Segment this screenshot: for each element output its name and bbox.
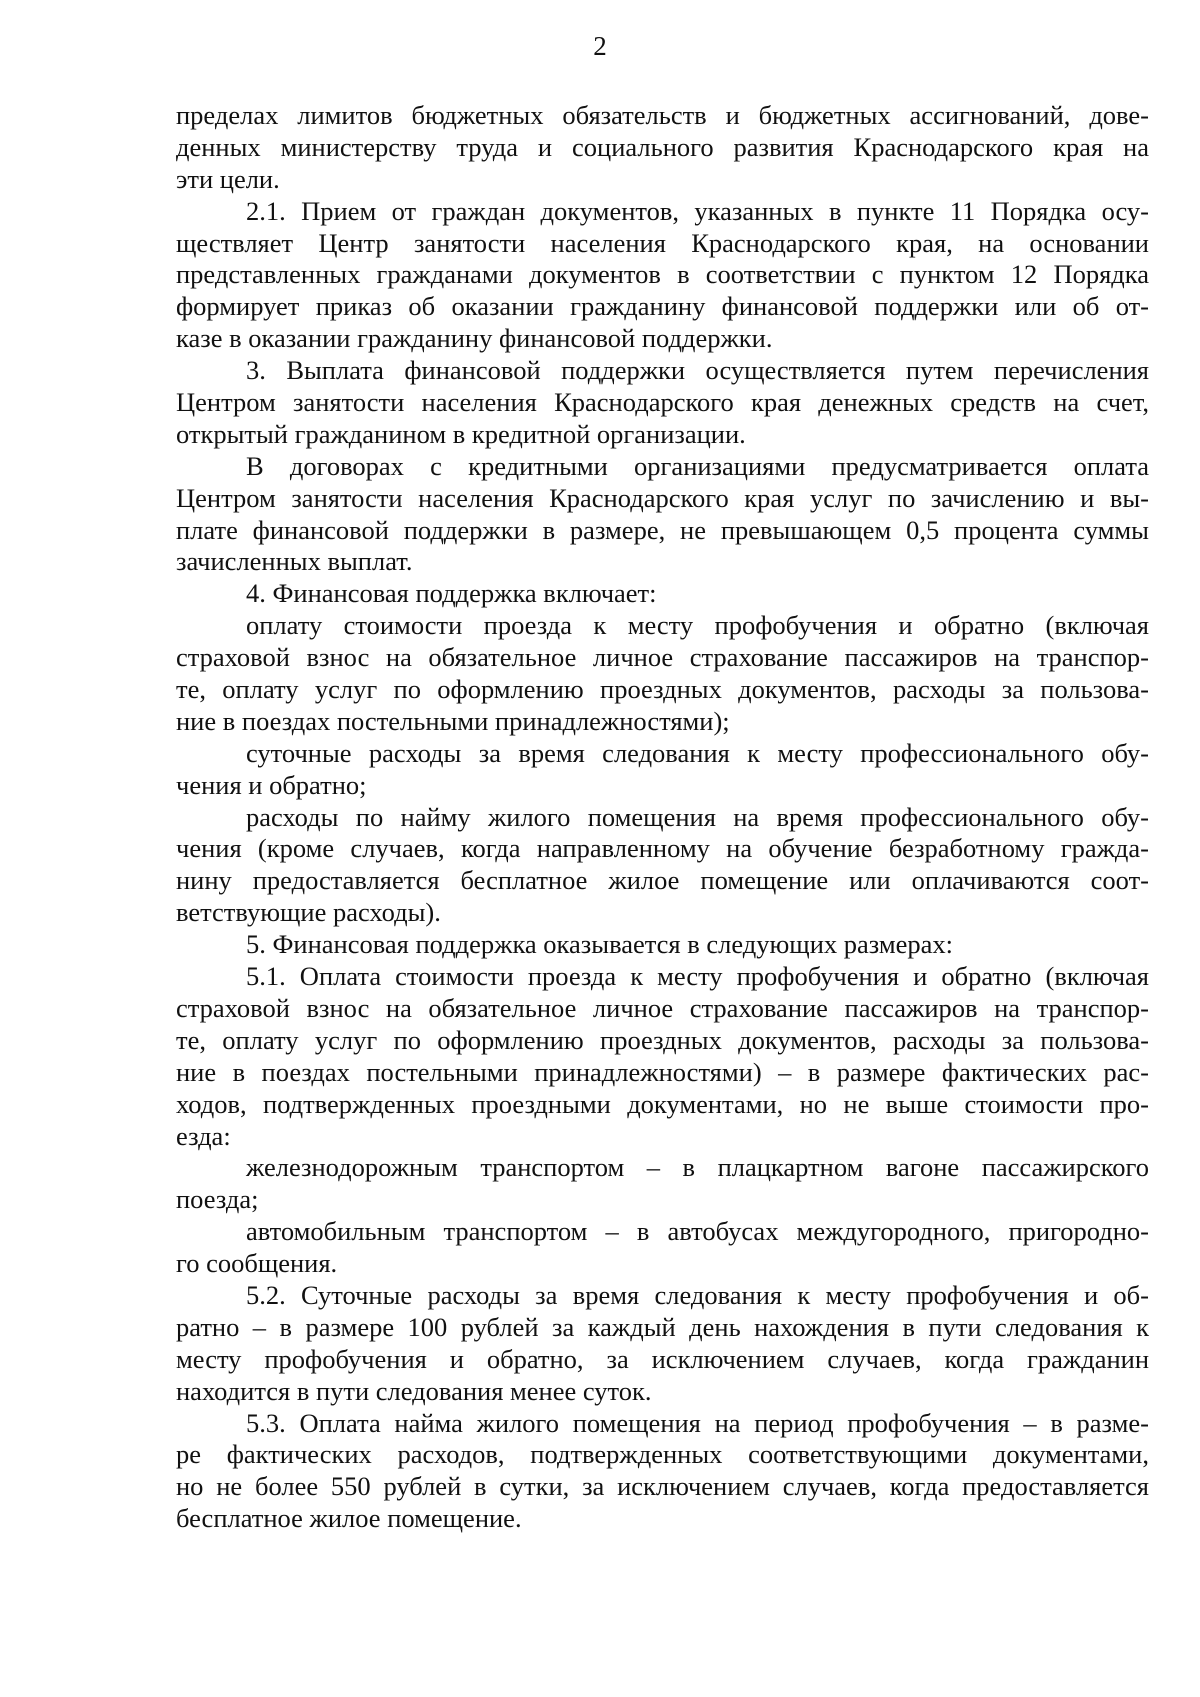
page-number: 2 [593,31,607,61]
text-line: 4. Финансовая поддержка включает: [246,578,657,609]
text-line: зачисленных выплат. [176,546,413,577]
text-line: открытый гражданином в кредитной организации. [176,418,746,449]
text-line: 2.1. Прием от граждан документов, указанных в пункте 11 Порядка осу- [246,195,1149,226]
text-line: 5.3. Оплата найма жилого помещения на период профобучения – в разме- [246,1407,1149,1438]
text-line: месту профобучения и обратно, за исключением случаев, когда гражданин [176,1343,1149,1374]
text-line: чения (кроме случаев, когда направленному на обучение безработному гражда- [176,833,1149,864]
text-line: страховой взнос на обязательное личное страхование пассажиров на транспор- [176,992,1149,1023]
text-line: представленных гражданами документов в соответствии с пунктом 12 Порядка [176,259,1149,290]
text-line: езда: [176,1120,231,1151]
text-line: 3. Выплата финансовой поддержки осуществляется путем перечисления [246,355,1149,386]
text-line: го сообщения. [176,1248,338,1279]
text-line: страховой взнос на обязательное личное страхование пассажиров на транспор- [176,642,1149,673]
text-line: оплату стоимости проезда к месту профобучения и обратно (включая [246,610,1149,641]
text-line: нину предоставляется бесплатное жилое помещение или оплачиваются соот- [176,865,1149,896]
text-line: Центром занятости населения Краснодарского края услуг по зачислению и вы- [176,482,1149,513]
text-line: денных министерству труда и социального развития Краснодарского края на [176,131,1149,162]
text-line: формирует приказ об оказании гражданину финансовой поддержки или об от- [176,291,1149,322]
text-line: те, оплату услуг по оформлению проездных документов, расходы за пользова- [176,1024,1149,1055]
text-line: эти цели. [176,163,280,194]
text-line: но не более 550 рублей в сутки, за исключением случаев, когда предоставляется [176,1471,1149,1502]
document-body [176,100,1149,1535]
text-line: пределах лимитов бюджетных обязательств и бюджетных ассигнований, дове- [176,100,1149,130]
text-line: суточные расходы за время следования к месту профессионального обу- [246,737,1149,768]
text-line: казе в оказании гражданину финансовой поддержки. [176,323,773,354]
text-line: ратно – в размере 100 рублей за каждый день нахождения в пути следования к [176,1311,1149,1342]
text-line: плате финансовой поддержки в размере, не превышающем 0,5 процента суммы [176,514,1149,545]
text-line: железнодорожным транспортом – в плацкартном вагоне пассажирского [246,1152,1149,1183]
text-line: ре фактических расходов, подтвержденных соответствующими документами, [176,1439,1149,1470]
text-line: расходы по найму жилого помещения на время профессионального обу- [246,801,1149,832]
text-line: ние в поездах постельными принадлежностями) – в размере фактических рас- [176,1056,1149,1087]
text-line: поезда; [176,1184,259,1215]
text-line: Центром занятости населения Краснодарского края денежных средств на счет, [176,387,1149,418]
text-line: чения и обратно; [176,769,367,800]
text-line: бесплатное жилое помещение. [176,1503,522,1534]
text-line: автомобильным транспортом – в автобусах междугородного, пригородно- [246,1216,1149,1247]
text-line: ходов, подтвержденных проездными документами, но не выше стоимости про- [176,1088,1149,1119]
text-line: те, оплату услуг по оформлению проездных документов, расходы за пользова- [176,674,1149,705]
text-line: ветствующие расходы). [176,897,441,928]
text-line: 5.2. Суточные расходы за время следования к месту профобучения и об- [246,1279,1149,1310]
text-line: 5.1. Оплата стоимости проезда к месту профобучения и обратно (включая [246,961,1149,992]
text-line: ние в поездах постельными принадлежностями); [176,705,730,736]
text-line: 5. Финансовая поддержка оказывается в следующих размерах: [246,929,954,960]
text-line: ществляет Центр занятости населения Краснодарского края, на основании [176,227,1149,258]
text-line: находится в пути следования менее суток. [176,1375,652,1406]
text-line: В договорах с кредитными организациями предусматривается оплата [246,450,1149,481]
